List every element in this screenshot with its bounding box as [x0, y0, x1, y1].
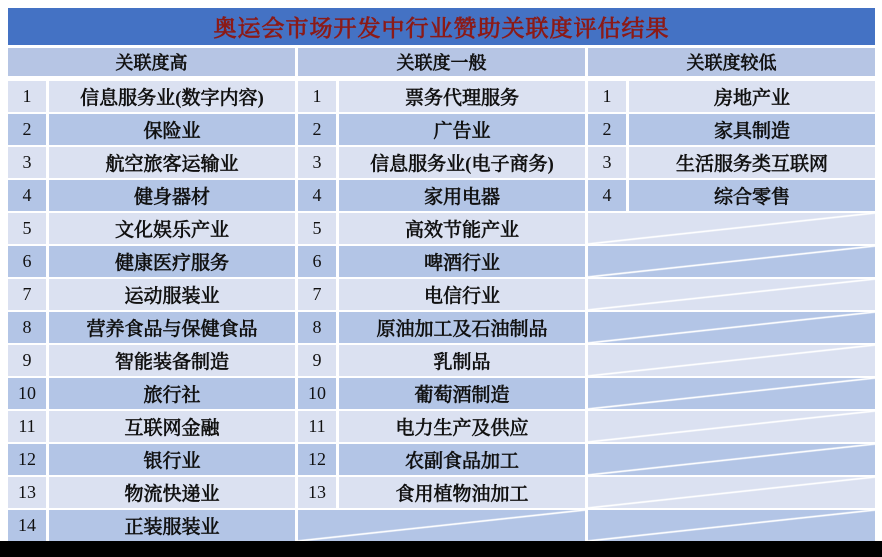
industry-cell: 航空旅客运输业	[49, 147, 295, 178]
rank-cell: 3	[298, 147, 336, 178]
rank-cell: 13	[298, 477, 336, 508]
industry-cell: 文化娱乐产业	[49, 213, 295, 244]
industry-cell: 互联网金融	[49, 411, 295, 442]
title-bar	[8, 8, 875, 45]
empty-cell	[588, 444, 875, 475]
rank-cell: 12	[8, 444, 46, 475]
empty-cell	[588, 477, 875, 508]
rank-cell: 5	[298, 213, 336, 244]
rank-cell: 6	[298, 246, 336, 277]
rank-cell: 3	[588, 147, 626, 178]
empty-cell	[588, 411, 875, 442]
industry-cell: 保险业	[49, 114, 295, 145]
industry-cell: 综合零售	[629, 180, 875, 211]
empty-cell	[588, 312, 875, 343]
industry-cell: 电信行业	[339, 279, 585, 310]
industry-cell: 电力生产及供应	[339, 411, 585, 442]
empty-cell	[588, 510, 875, 541]
empty-cell	[298, 510, 585, 541]
industry-cell: 正装服装业	[49, 510, 295, 541]
industry-cell: 智能装备制造	[49, 345, 295, 376]
rank-cell: 6	[8, 246, 46, 277]
rank-cell: 2	[298, 114, 336, 145]
rank-cell: 7	[298, 279, 336, 310]
industry-cell: 广告业	[339, 114, 585, 145]
rank-cell: 2	[588, 114, 626, 145]
industry-cell: 生活服务类互联网	[629, 147, 875, 178]
rank-cell: 1	[298, 81, 336, 112]
industry-cell: 运动服装业	[49, 279, 295, 310]
rank-cell: 4	[8, 180, 46, 211]
rank-cell: 10	[8, 378, 46, 409]
rank-cell: 1	[8, 81, 46, 112]
rank-cell: 14	[8, 510, 46, 541]
industry-cell: 农副食品加工	[339, 444, 585, 475]
bottom-black-bar	[0, 541, 882, 557]
column-header-medium: 关联度一般	[298, 48, 585, 76]
rank-cell: 2	[8, 114, 46, 145]
industry-cell: 旅行社	[49, 378, 295, 409]
empty-cell	[588, 378, 875, 409]
rank-cell: 8	[298, 312, 336, 343]
rank-cell: 8	[8, 312, 46, 343]
industry-cell: 高效节能产业	[339, 213, 585, 244]
industry-cell: 信息服务业(数字内容)	[49, 81, 295, 112]
empty-cell	[588, 246, 875, 277]
rank-cell: 11	[298, 411, 336, 442]
empty-cell	[588, 345, 875, 376]
table-grid	[8, 48, 875, 541]
sponsorship-table	[8, 8, 875, 541]
industry-cell: 银行业	[49, 444, 295, 475]
industry-cell: 营养食品与保健食品	[49, 312, 295, 343]
industry-cell: 啤酒行业	[339, 246, 585, 277]
column-header-low: 关联度较低	[588, 48, 875, 76]
industry-cell: 物流快递业	[49, 477, 295, 508]
industry-cell: 食用植物油加工	[339, 477, 585, 508]
industry-cell: 健身器材	[49, 180, 295, 211]
industry-cell: 家用电器	[339, 180, 585, 211]
industry-cell: 信息服务业(电子商务)	[339, 147, 585, 178]
rank-cell: 10	[298, 378, 336, 409]
industry-cell: 乳制品	[339, 345, 585, 376]
rank-cell: 11	[8, 411, 46, 442]
column-header-high: 关联度高	[8, 48, 295, 76]
industry-cell: 房地产业	[629, 81, 875, 112]
industry-cell: 家具制造	[629, 114, 875, 145]
rank-cell: 9	[298, 345, 336, 376]
rank-cell: 5	[8, 213, 46, 244]
industry-cell: 葡萄酒制造	[339, 378, 585, 409]
rank-cell: 9	[8, 345, 46, 376]
rank-cell: 3	[8, 147, 46, 178]
rank-cell: 1	[588, 81, 626, 112]
industry-cell: 票务代理服务	[339, 81, 585, 112]
empty-cell	[588, 279, 875, 310]
rank-cell: 4	[298, 180, 336, 211]
rank-cell: 7	[8, 279, 46, 310]
rank-cell: 4	[588, 180, 626, 211]
empty-cell	[588, 213, 875, 244]
table-title: 奥运会市场开发中行业赞助关联度评估结果	[213, 16, 670, 41]
rank-cell: 12	[298, 444, 336, 475]
industry-cell: 健康医疗服务	[49, 246, 295, 277]
industry-cell: 原油加工及石油制品	[339, 312, 585, 343]
rank-cell: 13	[8, 477, 46, 508]
